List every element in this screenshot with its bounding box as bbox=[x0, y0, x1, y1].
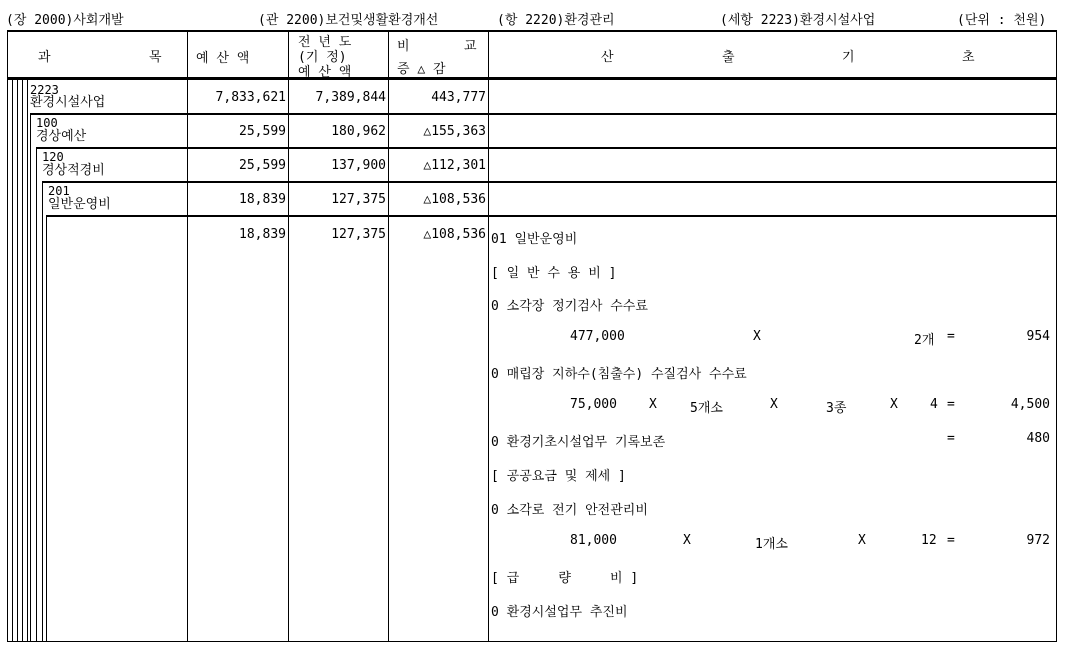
header-basis-a: 산 bbox=[601, 50, 614, 65]
basis-amount: 75,000 bbox=[570, 397, 617, 412]
basis-op: = bbox=[947, 329, 955, 344]
sehang-label: (세항 2223)환경시설사업 bbox=[720, 13, 876, 28]
basis-line: 0 매립장 지하수(침출수) 수질검사 수수료 bbox=[491, 367, 747, 382]
basis-section: [ 일 반 수 용 비 ] bbox=[491, 266, 617, 281]
basis-total: 972 bbox=[1026, 533, 1050, 548]
header-basis-b: 출 bbox=[722, 50, 735, 65]
basis-op: X bbox=[649, 397, 657, 412]
basis-section: [ 공공요금 및 제세 ] bbox=[491, 469, 626, 484]
header-compare-line2: 증 △ 감 bbox=[397, 62, 446, 77]
basis-op: X bbox=[683, 533, 691, 548]
row-diff: △108,536 bbox=[423, 192, 486, 207]
row-prev: 7,389,844 bbox=[315, 90, 386, 105]
basis-qty: 5개소 bbox=[690, 401, 723, 416]
row-name: 경상적경비 bbox=[42, 163, 105, 178]
basis-op: X bbox=[890, 397, 898, 412]
header-prev-line1: 전 년 도 bbox=[298, 35, 352, 50]
basis-total: 480 bbox=[1026, 431, 1050, 446]
row-prev: 180,962 bbox=[331, 124, 386, 139]
gwan-label: (관 2200)보건및생활환경개선 bbox=[258, 13, 439, 28]
basis-amount: 477,000 bbox=[570, 329, 625, 344]
basis-op: X bbox=[770, 397, 778, 412]
row-diff: △112,301 bbox=[423, 158, 486, 173]
detail-budget: 18,839 bbox=[239, 227, 286, 242]
row-budget: 18,839 bbox=[239, 192, 286, 207]
unit-label: (단위 : 천원) bbox=[957, 13, 1047, 28]
basis-amount: 81,000 bbox=[570, 533, 617, 548]
basis-section: [ 급 량 비 ] bbox=[491, 571, 639, 586]
header-prev-line3: 예 산 액 bbox=[298, 65, 352, 80]
basis-op: X bbox=[858, 533, 866, 548]
header-prev-line2: (기 정) bbox=[298, 50, 347, 65]
basis-line: 0 소각로 전기 안전관리비 bbox=[491, 503, 648, 518]
row-code: 120 bbox=[42, 150, 64, 164]
row-diff: △155,363 bbox=[423, 124, 486, 139]
row-budget: 25,599 bbox=[239, 158, 286, 173]
detail-prev: 127,375 bbox=[331, 227, 386, 242]
row-budget: 7,833,621 bbox=[215, 90, 286, 105]
basis-qty: 2개 bbox=[914, 333, 935, 348]
basis-op: = bbox=[947, 431, 955, 446]
basis-line: 0 환경기초시설업무 기록보존 bbox=[491, 435, 666, 450]
row-prev: 127,375 bbox=[331, 192, 386, 207]
basis-op: X bbox=[753, 329, 761, 344]
basis-line: 01 일반운영비 bbox=[491, 232, 578, 247]
detail-diff: △108,536 bbox=[423, 227, 486, 242]
row-code: 2223 bbox=[30, 83, 59, 97]
row-code: 100 bbox=[36, 116, 58, 130]
basis-qty: 1개소 bbox=[755, 537, 788, 552]
basis-line: 0 소각장 정기검사 수수료 bbox=[491, 299, 648, 314]
header-compare-b: 교 bbox=[464, 39, 477, 54]
header-basis-d: 초 bbox=[962, 50, 975, 65]
row-name: 경상예산 bbox=[36, 129, 87, 144]
basis-total: 954 bbox=[1026, 329, 1050, 344]
row-prev: 137,900 bbox=[331, 158, 386, 173]
basis-total: 4,500 bbox=[1010, 397, 1050, 412]
header-subject-b: 목 bbox=[149, 50, 162, 65]
header-budget: 예 산 액 bbox=[196, 51, 250, 66]
basis-qty: 4 bbox=[930, 397, 938, 412]
basis-qty: 12 bbox=[921, 533, 937, 548]
row-name: 환경시설사업 bbox=[30, 95, 106, 110]
header-compare-a: 비 bbox=[397, 39, 410, 54]
row-budget: 25,599 bbox=[239, 124, 286, 139]
row-name: 일반운영비 bbox=[48, 197, 111, 212]
basis-op: = bbox=[947, 533, 955, 548]
row-code: 201 bbox=[48, 184, 70, 198]
header-basis-c: 기 bbox=[842, 50, 855, 65]
basis-qty: 3종 bbox=[826, 401, 847, 416]
basis-op: = bbox=[947, 397, 955, 412]
basis-line: 0 환경시설업무 추진비 bbox=[491, 605, 628, 620]
hang-label: (항 2220)환경관리 bbox=[497, 13, 615, 28]
header-subject-a: 과 bbox=[38, 50, 51, 65]
jang-label: (장 2000)사회개발 bbox=[6, 13, 124, 28]
row-diff: 443,777 bbox=[431, 90, 486, 105]
